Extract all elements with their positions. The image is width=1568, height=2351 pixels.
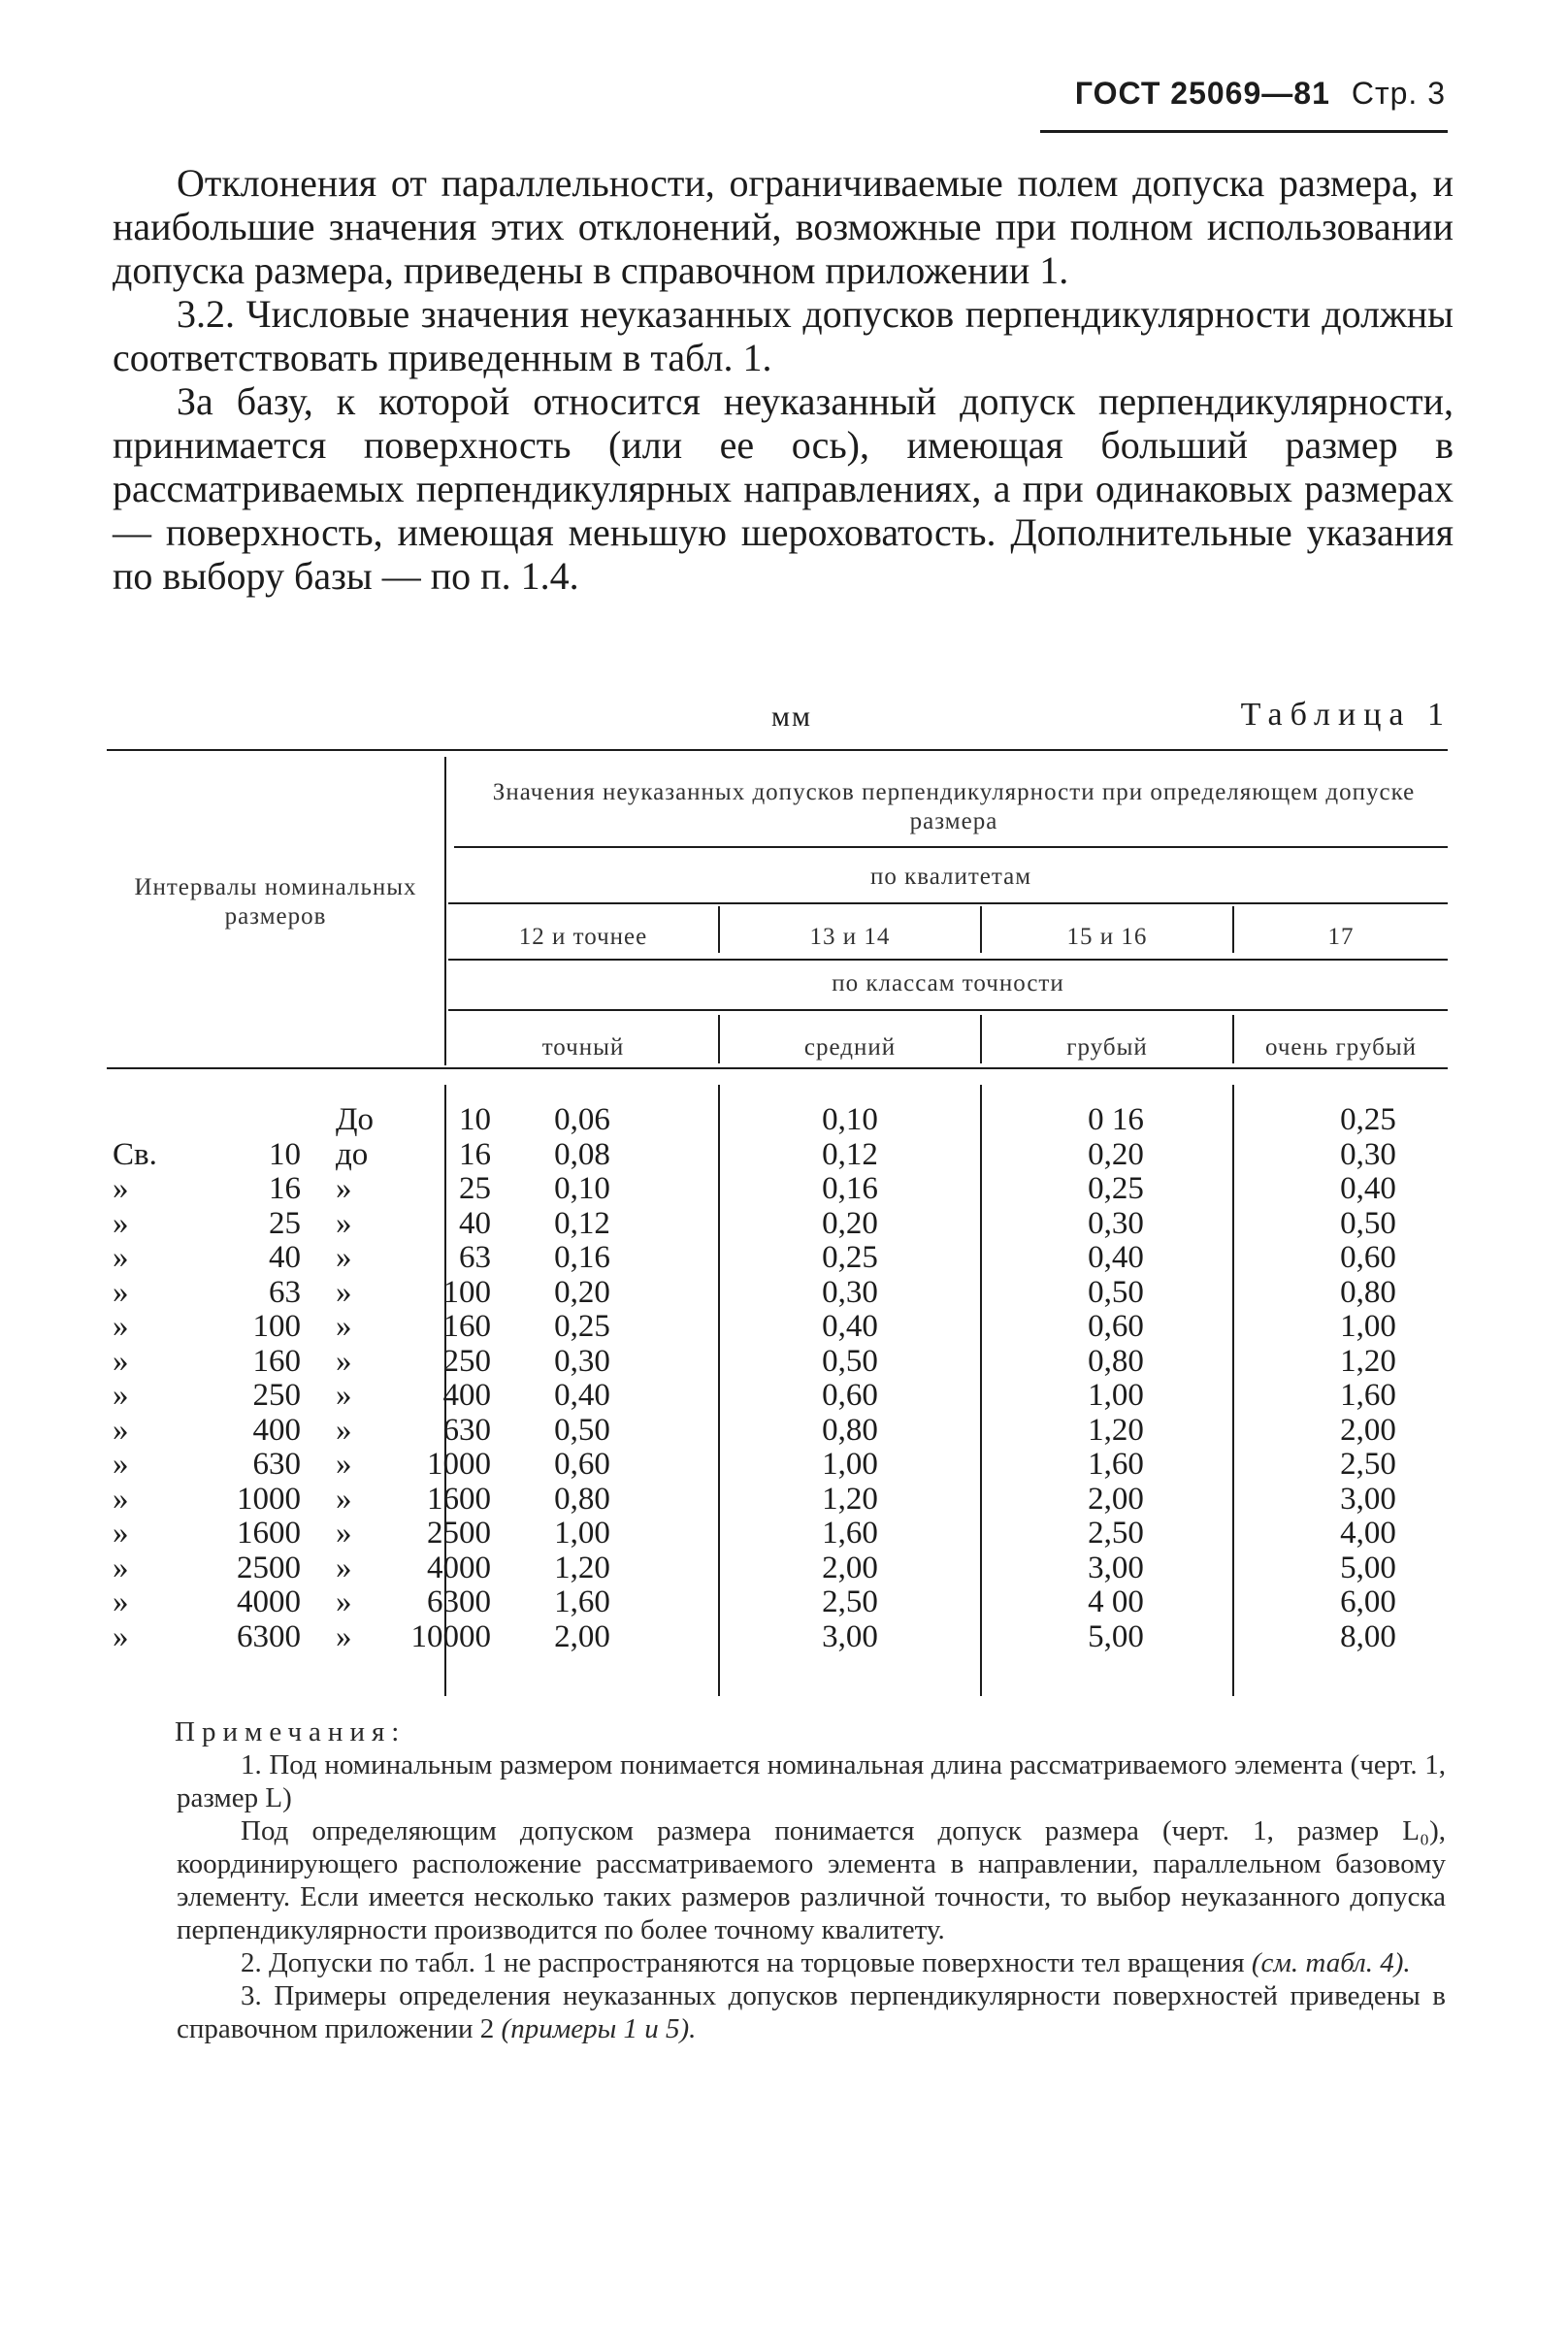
tolerance-value: 0,25 (1340, 1102, 1396, 1137)
interval-prefix: » (113, 1447, 129, 1482)
class-label: точный (541, 1034, 625, 1061)
interval-from: 40 (269, 1240, 301, 1275)
note-2-ref: (см. табл. 4). (1251, 1947, 1411, 1978)
interval-to: 100 (442, 1274, 491, 1310)
interval-mid: » (336, 1343, 352, 1379)
interval-from: 1600 (237, 1516, 301, 1551)
table-row (107, 1413, 1448, 1448)
class-label: очень грубый (1264, 1034, 1418, 1061)
tolerance-value: 1,00 (822, 1447, 878, 1482)
interval-prefix: » (113, 1171, 129, 1206)
interval-mid: » (336, 1240, 352, 1275)
paragraph: Отклонения от параллельности, ограничиваемые полем допуска размера, и наибольшие значения этих отклонений, возможные при полном использовании допуска размера, приведены в справочном приложении 1. (113, 161, 1454, 292)
interval-to: 10000 (410, 1618, 491, 1654)
table-body (107, 1102, 1448, 1653)
tolerance-value: 1,60 (1340, 1378, 1396, 1413)
tolerance-value: 2,00 (822, 1550, 878, 1585)
interval-to: 6300 (427, 1584, 491, 1619)
note-2-text: 2. Допуски по табл. 1 не распространяются на торцовые поверхности тел вращения (241, 1947, 1245, 1978)
tolerance-value: 1,60 (554, 1584, 610, 1619)
table-row (107, 1482, 1448, 1517)
interval-to: 2500 (427, 1516, 491, 1551)
table-top-rule (107, 749, 1448, 751)
tolerance-value: 2,00 (1340, 1412, 1396, 1448)
table-row (107, 1171, 1448, 1206)
tolerance-value: 0,60 (1088, 1309, 1144, 1344)
interval-prefix: Св. (113, 1136, 157, 1172)
table-row (107, 1275, 1448, 1310)
table-label: Таблица 1 (1240, 697, 1452, 733)
note-3-text: 3. Примеры определения неуказанных допусков перпендикулярности поверхностей приведены в справочном приложении 2 (177, 1980, 1446, 2044)
interval-mid: » (336, 1412, 352, 1448)
class-label: средний (803, 1034, 897, 1061)
tolerance-value: 3,00 (1340, 1481, 1396, 1517)
table-row (107, 1344, 1448, 1379)
classes-rule (448, 1009, 1448, 1011)
tolerance-value: 0,50 (1088, 1274, 1144, 1310)
tolerance-value: 0,60 (1340, 1240, 1396, 1275)
note-3 (177, 1979, 1446, 2045)
tolerance-value: 0,25 (1088, 1171, 1144, 1206)
col-divider (444, 757, 446, 1065)
body-text (113, 161, 1454, 598)
interval-to: 250 (442, 1343, 491, 1379)
interval-mid: » (336, 1481, 352, 1517)
tolerance-value: 0,16 (554, 1240, 610, 1275)
tolerance-value: 4 00 (1088, 1584, 1144, 1619)
tolerance-value: 0,06 (554, 1102, 610, 1137)
note-3-ref: (примеры 1 и 5). (501, 2013, 697, 2044)
tolerance-value: 0,40 (554, 1378, 610, 1413)
interval-to: 160 (442, 1309, 491, 1344)
interval-from: 10 (269, 1136, 301, 1172)
tolerance-value: 1,20 (1340, 1343, 1396, 1379)
tolerance-value: 0,40 (1088, 1240, 1144, 1275)
group-header-rule (454, 846, 1448, 848)
tolerance-value: 1,00 (554, 1516, 610, 1551)
document-code: ГОСТ 25069—81 (1074, 76, 1330, 111)
table-row (107, 1206, 1448, 1241)
tolerance-value: 0,80 (554, 1481, 610, 1517)
interval-prefix: » (113, 1584, 129, 1619)
tolerance-value: 0,30 (1340, 1136, 1396, 1172)
table-row (107, 1309, 1448, 1344)
tolerance-value: 5,00 (1088, 1618, 1144, 1654)
tolerance-value: 3,00 (822, 1618, 878, 1654)
tolerance-value: 1,20 (1088, 1412, 1144, 1448)
interval-from: 4000 (237, 1584, 301, 1619)
tolerance-value: 0,12 (554, 1205, 610, 1241)
grade-label: 17 (1327, 924, 1355, 950)
interval-to: 4000 (427, 1550, 491, 1585)
interval-from: 63 (269, 1274, 301, 1310)
tolerance-value: 0,60 (822, 1378, 878, 1413)
table-row (107, 1516, 1448, 1551)
grades-bottom-rule (448, 959, 1448, 961)
interval-prefix: » (113, 1205, 129, 1241)
table-row (107, 1240, 1448, 1275)
tolerance-value: 0,80 (822, 1412, 878, 1448)
tolerance-value: 0,50 (1340, 1205, 1396, 1241)
note-1: 1. Под номинальным размером понимается номинальная длина рассматриваемого элемента (черт. 1, размер L) (177, 1749, 1446, 1813)
interval-prefix: » (113, 1378, 129, 1413)
interval-prefix: » (113, 1481, 129, 1517)
page-header (1009, 76, 1446, 112)
interval-prefix: » (113, 1412, 129, 1448)
table-row (107, 1137, 1448, 1172)
interval-from: 2500 (237, 1550, 301, 1585)
paragraph: За базу, к которой относится неуказанный допуск перпендикулярности, принимается поверхность (или ее ось), имеющая больший размер в рассматриваемых перпендикулярных направлениях, а при одинаковых размерах — поверхность, имеющая меньшую шероховатость. Дополнительные указания по выбору базы — по п. 1.4. (113, 379, 1454, 598)
table-row (107, 1102, 1448, 1137)
interval-mid: » (336, 1274, 352, 1310)
interval-mid: » (336, 1309, 352, 1344)
interval-from: 1000 (237, 1481, 301, 1517)
tolerance-value: 0,16 (822, 1171, 878, 1206)
tolerance-value: 0,80 (1340, 1274, 1396, 1310)
interval-prefix: » (113, 1309, 129, 1344)
tolerance-value: 2,50 (1340, 1447, 1396, 1482)
tolerance-value: 0,08 (554, 1136, 610, 1172)
table-units: мм (771, 701, 812, 733)
tolerance-value: 2,00 (1088, 1481, 1144, 1517)
notes (177, 1715, 1446, 2045)
interval-to: 630 (442, 1412, 491, 1448)
interval-prefix: » (113, 1618, 129, 1654)
interval-mid: » (336, 1205, 352, 1241)
grade-label: 15 и 16 (1066, 924, 1148, 950)
tolerance-value: 0,50 (554, 1412, 610, 1448)
grade-label: 12 и точнее (518, 924, 648, 950)
interval-prefix: » (113, 1343, 129, 1379)
tolerance-value: 2,50 (1088, 1516, 1144, 1551)
tolerance-value: 0,60 (554, 1447, 610, 1482)
interval-from: 6300 (237, 1618, 301, 1654)
interval-mid: » (336, 1516, 352, 1551)
interval-from: 250 (252, 1378, 301, 1413)
interval-from: 400 (252, 1412, 301, 1448)
interval-mid: » (336, 1550, 352, 1585)
tolerance-value: 0,10 (554, 1171, 610, 1206)
tolerance-value: 0,40 (1340, 1171, 1396, 1206)
interval-mid: » (336, 1584, 352, 1619)
interval-prefix: » (113, 1240, 129, 1275)
interval-from: 100 (252, 1309, 301, 1344)
col-header-intervals: Интервалы номинальных размеров (134, 874, 417, 930)
note-1-continued: Под определяющим допуском размера понимается допуск размера (черт. 1, размер L₀), координирующего расположение рассматриваемого элемента в направлении, параллельном базовому элементу. Если имеется несколько таких размеров различной точности, то выбор неуказанного допуска перпендикулярности производится по более точному квалитету. (177, 1815, 1446, 1945)
tolerance-value: 2,50 (822, 1584, 878, 1619)
tolerance-value: 0,80 (1088, 1343, 1144, 1379)
tolerance-value: 5,00 (1340, 1550, 1396, 1585)
tolerance-value: 1,60 (822, 1516, 878, 1551)
interval-to: 16 (459, 1136, 491, 1172)
table-row (107, 1378, 1448, 1413)
table-row (107, 1619, 1448, 1654)
interval-mid: » (336, 1447, 352, 1482)
interval-prefix: » (113, 1550, 129, 1585)
interval-to: 10 (459, 1102, 491, 1137)
grade-label: 13 и 14 (809, 924, 891, 950)
tolerance-value: 1,60 (1088, 1447, 1144, 1482)
tolerance-value: 6,00 (1340, 1584, 1396, 1619)
table-row (107, 1584, 1448, 1619)
interval-prefix: » (113, 1274, 129, 1310)
table-row (107, 1447, 1448, 1482)
tolerance-value: 0,30 (554, 1343, 610, 1379)
interval-mid: » (336, 1171, 352, 1206)
tolerance-value: 3,00 (1088, 1550, 1144, 1585)
tolerance-value: 1,00 (1088, 1378, 1144, 1413)
table-row (107, 1551, 1448, 1585)
header-bottom-rule (107, 1067, 1448, 1069)
page-number: Стр. 3 (1351, 76, 1446, 111)
tolerance-value: 0,30 (1088, 1205, 1144, 1241)
tolerance-value: 0 16 (1088, 1102, 1144, 1137)
tolerance-value: 0,30 (822, 1274, 878, 1310)
tolerance-value: 1,20 (822, 1481, 878, 1517)
sub-header-grades: по квалитетам (869, 864, 1032, 890)
header-rule (1040, 130, 1448, 133)
tolerance-value: 1,00 (1340, 1309, 1396, 1344)
tolerance-value: 1,20 (554, 1550, 610, 1585)
tolerance-value: 8,00 (1340, 1618, 1396, 1654)
tolerance-value: 0,40 (822, 1309, 878, 1344)
interval-from: 630 (252, 1447, 301, 1482)
tolerance-value: 0,20 (554, 1274, 610, 1310)
class-label: грубый (1066, 1034, 1148, 1061)
interval-from: 16 (269, 1171, 301, 1206)
tolerance-value: 4,00 (1340, 1516, 1396, 1551)
interval-mid: до (336, 1136, 369, 1172)
tolerance-value: 0,25 (554, 1309, 610, 1344)
interval-to: 63 (459, 1240, 491, 1275)
tolerance-value: 0,10 (822, 1102, 878, 1137)
interval-to: 25 (459, 1171, 491, 1206)
interval-to: 1600 (427, 1481, 491, 1517)
interval-mid: До (336, 1102, 375, 1137)
paragraph: 3.2. Числовые значения неуказанных допусков перпендикулярности должны соответствовать приведенным в табл. 1. (113, 292, 1454, 379)
interval-to: 1000 (427, 1447, 491, 1482)
interval-to: 40 (459, 1205, 491, 1241)
interval-mid: » (336, 1378, 352, 1413)
tolerance-value: 0,50 (822, 1343, 878, 1379)
tolerance-value: 0,12 (822, 1136, 878, 1172)
interval-from: 25 (269, 1205, 301, 1241)
tolerance-value: 0,20 (1088, 1136, 1144, 1172)
interval-mid: » (336, 1618, 352, 1654)
interval-from: 160 (252, 1343, 301, 1379)
interval-to: 400 (442, 1378, 491, 1413)
interval-prefix: » (113, 1516, 129, 1551)
tolerance-value: 0,25 (822, 1240, 878, 1275)
note-2 (177, 1946, 1446, 1979)
sub-header-classes: по классам точности (832, 970, 1064, 996)
tolerance-value: 0,20 (822, 1205, 878, 1241)
tolerance-value: 2,00 (554, 1618, 610, 1654)
grades-rule (448, 902, 1448, 904)
notes-title: Примечания: (175, 1716, 407, 1747)
group-header: Значения неуказанных допусков перпендикулярности при определяющем допуске размера (492, 779, 1416, 834)
